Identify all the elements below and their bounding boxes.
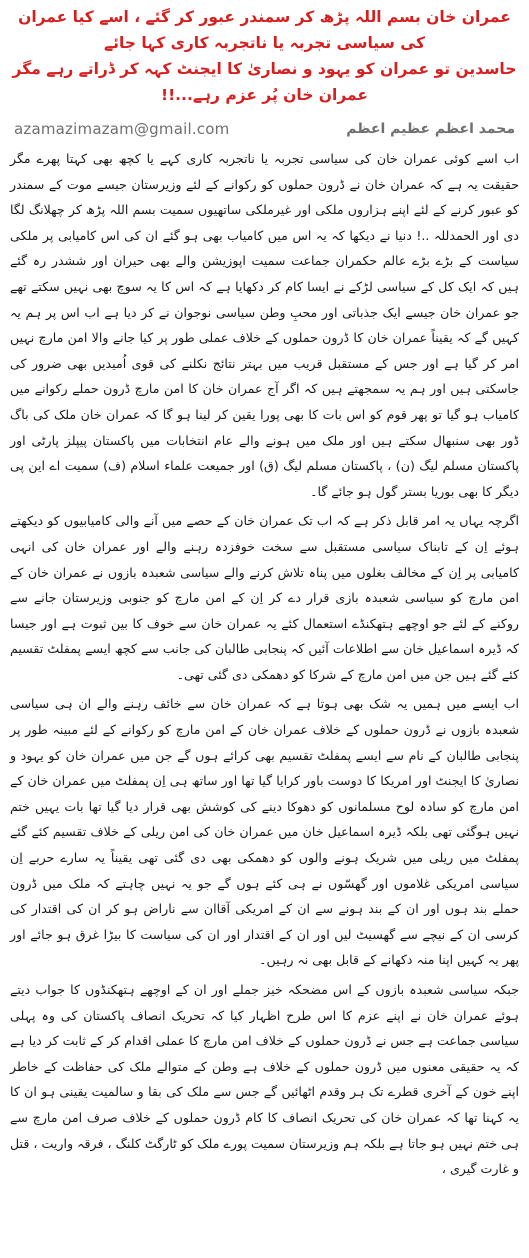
byline bbox=[14, 118, 515, 140]
author-email: azamazimazam@gmail.com bbox=[14, 120, 230, 138]
paragraph-1: اب اسے کوئی عمران خان کی سیاسی تجربہ یا ناتجربہ کاری کہے یا کچھ بھی کہتا پھرے مگر حقیقت یہ ہے کہ عمران خان نے ڈرون حملوں کو رکوانے کے لئے وزیرستان جیسے موت کے سمندر کو عبور کرنے کے لئے اپنے ہزاروں ملکی اور غیرملکی ساتھیوں سمیت بسم اللہ پڑھ کر چھلانگ لگا دی اور الحمدللہ ..! دنیا نے دیکھا کہ یہ اس میں کامیاب بھی ہو گئے ان کی اس کامیابی پر ملکی سیاست کے بڑے بڑے عالم حکمران جماعت سمیت اپوزیشن والے بھی حیران اور ششدر رہ گئے ہیں کہ ایک کل کے سیاسی لڑکے نے ایسا کام کر دکھایا ہے کہ اس کا یہ سوچ بھی نہیں سکتے تھے جو عمران خان جیسے ایک جذباتی اور محبِ وطن سیاسی نوجوان نے کر دیا ہے اب اس پر ہم یہ کہیں گے کہ یقیناً عمران خان کا ڈرون حملوں کے خلاف عملی طور پر کیا جانے والا امن مارچ نہیں امر کر گیا ہے اور جس کے مستقبل قریب میں بہتر نتائج نکلنے کی قوی اُمیدیں بھی ضرور کی جاسکتی ہیں اور ہم یہ سمجھتے ہیں کہ اگر آج عمران خان کا امن مارچ ڈرون حملے رکوانے میں کامیاب ہو گیا تو پھر قوم کو اس بات کا بھی پورا یقین کر لینا ہو گا کہ عمران خان ملک کی باگ ڈور بھی سنبھال سکتے ہیں اور ملک میں ہونے والے عام انتخابات میں پاکستان پیپلز پارٹی اور پاکستان مسلم لیگ (ن) ، پاکستان مسلم لیگ (ق) اور جمیعت علماء اسلام (ف) سمیت اے این پی دیگر کا بھی بوریا بستر گول ہو جائے گا۔ bbox=[10, 151, 519, 499]
paragraph-4: جبکہ سیاسی شعبدہ بازوں کے اس مضحکہ خیز جملے اور ان کے اوچھے ہتھکنڈوں کا جواب دیتے ہوئے عمران خان نے اپنے عزم کا اس طرح اظہار کیا کہ تحریک انصاف پاکستان کی وہ پہلی سیاسی جماعت ہے جس نے ڈرون حملوں کے خلاف امن مارچ کا عملی اقدام کر کے ثابت کر دیا ہے کہ یہ حقیقی معنوں میں ڈرون حملوں کے خلاف ہے وطن کے متوالے ملک کی حفاظت کے خاطر اپنے خون کے آخری قطرے تک ہر وقدم اٹھائیں گے جس سے ملک کی بقا و سالمیت یقینی ہو ان کا یہ کہنا تھا کہ عمران خان کی تحریک انصاف کا کام ڈرون حملوں کے خلاف صرف امن مارچ سے ہی ختم نہیں ہو جاتا ہے بلکہ ہم وزیرستان سمیت پورے ملک کو ٹارگٹ کلنگ ، فرقہ واریت ، قتل و غارت گیری ، bbox=[10, 982, 519, 1177]
paragraph-2: اگرچہ یہاں یہ امر قابل ذکر ہے کہ اب تک عمران خان کے حصے میں آنے والی کامیابیوں کو دیکھتے ہوئے اِن کے تابناک سیاسی مستقبل سے سخت خوفزدہ رہنے والے اور عمران خان کی انہی کامیابی پر اِن کے مخالف بغلوں میں پناہ تلاش کرنے والے سیاسی شعبدہ بازوں نے عمران خان کے امن مارچ کو سیاسی شعبدہ بازی قرار دے کر اِن کے امن مارچ کو جنوبی وزیرستان جانے سے روکنے کے لئے جو اوچھے ہتھکنڈے استعمال کئے یہ عمران خان سے خوف کا بین ثبوت ہے اور جیسا کہ ڈیرہ اسماعیل خان سے اطلاعات آئیں کہ پنجابی طالبان کی جانب سے کچھ ایسے پمفلٹ تقسیم کئے گئے ہیں جن میں امن مارچ کے شرکا کو دھمکی دی گئی تھی۔ bbox=[10, 513, 519, 682]
headline bbox=[10, 4, 519, 108]
article-body bbox=[10, 146, 519, 1182]
author-name: محمد اعظم عظیم اعظم bbox=[346, 121, 515, 137]
headline-line-2: حاسدین تو عمران کو یہود و نصاریٰ کا ایجنٹ کہہ کر ڈراتے رہے مگر عمران خان پُر عزم رہے...!! bbox=[12, 60, 517, 104]
paragraph-3: اب ایسے میں ہمیں یہ شک بھی ہوتا ہے کہ عمران خان سے خائف رہنے والے ان ہی سیاسی شعبدہ بازوں نے ڈرون حملوں کے خلاف عمران خان کے امن مارچ کو رکوانے کے لئے مبینہ طور پر پنجابی طالبان کے نام سے ایسے پمفلٹ تقسیم بھی کرائے ہوں گے جن میں عمران خان کو یہود و نصاریٰ کا ایجنٹ اور امریکا کا دوست باور کرایا گیا تھا اور ساتھ ہی اِن پمفلٹ میں عمران خان کے امن مارچ کو سادہ لوح مسلمانوں کو دھوکا دینے کی کوشش بھی قرار دیا گیا تھا بات یہیں ختم نہیں ہوگئی تھی بلکہ ڈیرہ اسماعیل خان میں عمران خان کی امن ریلی کے خلاف تقسیم کئے گئے پمفلٹ میں ریلی میں شریک ہونے والوں کو دھمکی بھی دی گئی تھی یقیناً یہ سارے حربے اِن سیاسی امریکی غلاموں اور گھسّوں نے ہی کئے ہوں گے جو یہ نہیں چاہتے کہ ملک میں ڈرون حملے بند ہوں اور ان کے بند ہونے سے ان کے امریکی آقاان سے ناراض ہو کر ان کی اقتدار کی کرسی ان کے نیچے سے گھسیٹ لیں اور ان کے اقتدار اور ان کی سیاست کا بیڑا غرق ہو جائے اور پھر یہ کہیں اپنا منہ دکھانے کے قابل بھی نہ رہیں۔ bbox=[10, 696, 519, 968]
headline-line-1: عمران خان بسم اللہ پڑھ کر سمندر عبور کر گئے ، اسے کیا عمران کی سیاسی تجربہ یا ناتجربہ کاری کہا جائے bbox=[18, 8, 511, 52]
